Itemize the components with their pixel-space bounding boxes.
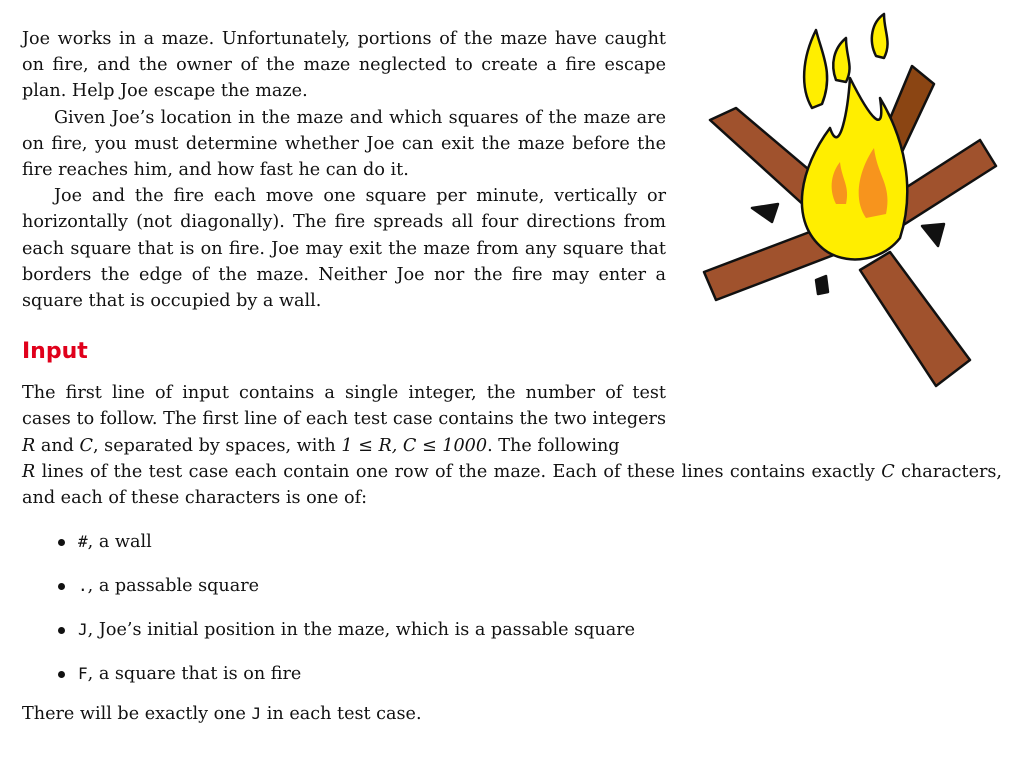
list-item [22,573,1002,599]
flame-tongue-right [872,14,888,58]
char-code: # [78,532,88,552]
character-list [22,529,1002,687]
input-text-c: . The following [487,435,620,456]
input-text-and: and [40,435,74,456]
footer-code: J [251,704,262,724]
char-description: , a square that is on fire [87,664,302,685]
list-item [22,617,1002,643]
var-c: C [79,435,93,456]
intro-paragraph-2: Given Joe’s location in the maze and which squares of the maze are on fire, you must determine whether Joe can exit the maze before the fire reaches him, and how fast he can do it. [22,107,666,181]
footer-text-after: in each test case. [266,704,422,725]
var-r-2: R [22,461,36,482]
ember-left [752,204,778,222]
input-text-a: The first line of input contains a single integer, the number of test cases to follow. The first line of each test case contains the two integers [22,383,666,430]
char-description: , Joe’s initial position in the maze, which is a passable square [87,620,636,641]
ember-right [922,224,944,246]
footer-paragraph [22,701,1002,727]
footer-text-before: There will be exactly one [22,704,246,725]
char-code: J [78,620,88,640]
list-item [22,661,1002,687]
input-heading: Input [22,339,88,365]
intro-paragraph-1: Joe works in a maze. Unfortunately, portions of the maze have caught on fire, and the owner of the maze neglected to create a fire escape plan. Help Joe escape the maze. [22,29,666,102]
char-description: , a wall [87,532,152,553]
ember-bottom-left [816,276,828,294]
campfire-illustration [690,8,1010,408]
constraint-expression: 1 ≤ R, C ≤ 1000 [341,435,488,456]
var-r: R [22,435,36,456]
char-code: . [78,576,88,596]
flame-tongue-mid [833,38,849,82]
char-description: , a passable square [87,576,260,597]
input-text-e: characters, and each of these characters is one of: [22,461,1003,509]
list-item [22,529,1002,555]
input-text-d: lines of the test case each contain one row of the maze. Each of these lines contains exactly [41,461,875,482]
flame-tongue-left [804,30,827,108]
var-c-2: C [881,461,895,482]
log-right-lower [860,252,970,386]
intro-paragraph-3: Joe and the fire each move one square per minute, vertically or horizontally (not diagonally). The fire spreads all four directions from each square that is on fire. Joe may exit the maze from any square that borders the edge of the maze. Neither Joe nor the fire may enter a square that is occupied by a wall. [22,186,666,312]
input-text-b: , separated by spaces, with [93,435,336,456]
char-code: F [78,664,88,684]
